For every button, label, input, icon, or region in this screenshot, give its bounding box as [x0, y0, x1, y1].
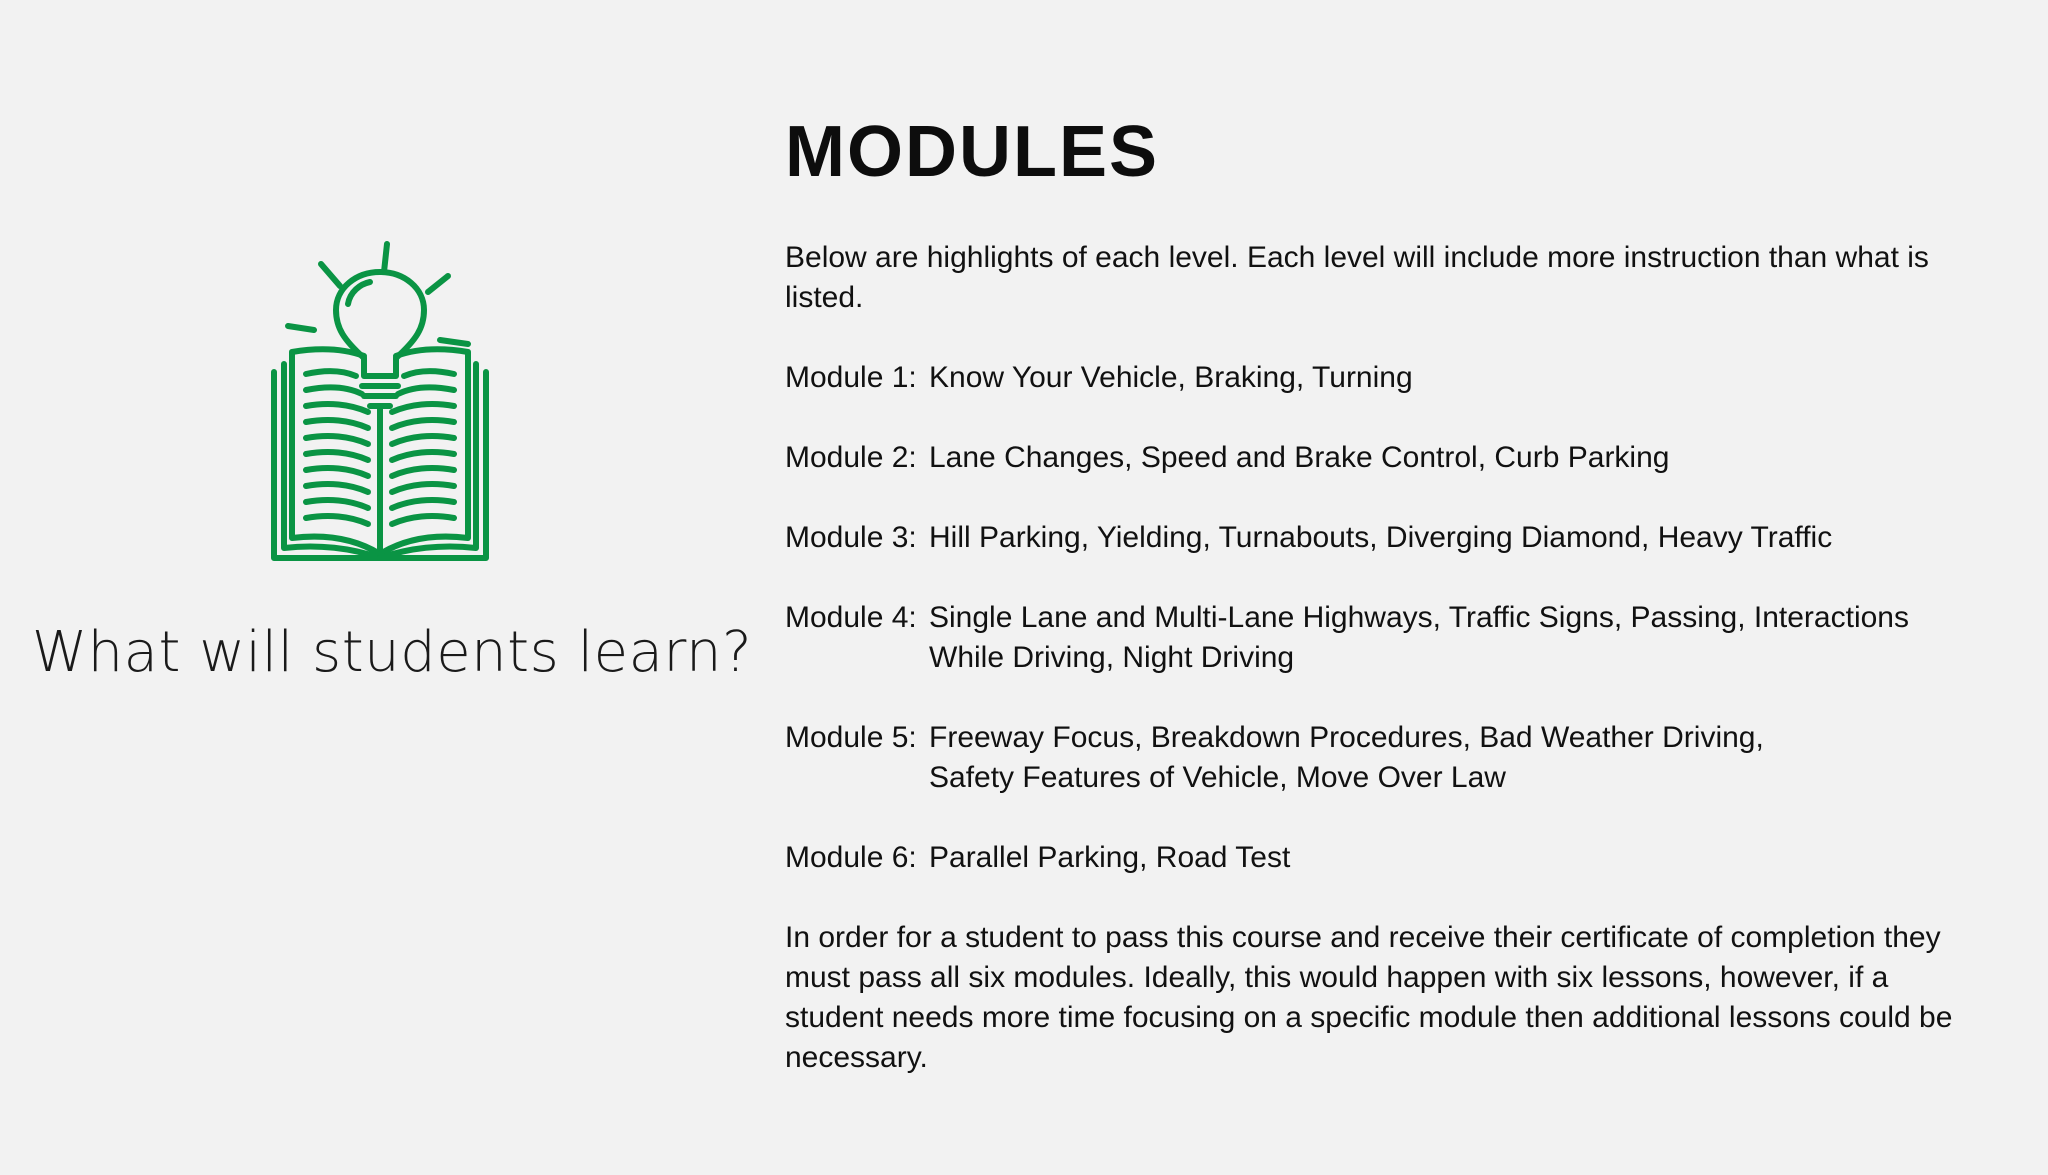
module-label: Module 6:: [785, 841, 917, 874]
module-item: [785, 598, 1985, 678]
modules-body: [785, 238, 1985, 1078]
module-item: [785, 518, 1985, 558]
section-tagline: What will students learn?: [31, 620, 753, 685]
module-label: Module 4:: [785, 601, 917, 634]
intro-paragraph: Below are highlights of each level. Each level will include more instruction than what is listed.: [785, 241, 1929, 314]
closing-paragraph: In order for a student to pass this course and receive their certificate of completion they must pass all six modules. Ideally, this would happen with six lessons, however, if a student needs more time focusing on a specific module then additional lessons could be necessary.: [785, 921, 1953, 1074]
module-topics: Freeway Focus, Breakdown Procedures, Bad Weather Driving, Safety Features of Vehicle, Move Over Law: [929, 721, 1764, 794]
modules-content: [785, 108, 1985, 1118]
module-item: [785, 718, 1985, 798]
module-label: Module 3:: [785, 521, 917, 554]
module-topics: Lane Changes, Speed and Brake Control, Curb Parking: [929, 441, 1670, 474]
module-topics: Know Your Vehicle, Braking, Turning: [929, 361, 1413, 394]
module-topics: Single Lane and Multi-Lane Highways, Traffic Signs, Passing, Interactions While Driving, Night Driving: [929, 601, 1909, 674]
module-item: [785, 358, 1985, 398]
module-topics: Parallel Parking, Road Test: [929, 841, 1291, 874]
module-label: Module 5:: [785, 721, 917, 754]
module-item: [785, 838, 1985, 878]
book-lightbulb-icon: [244, 236, 516, 566]
page-title: MODULES: [785, 112, 1159, 192]
module-item: [785, 438, 1985, 478]
left-panel: [0, 0, 760, 1175]
module-label: Module 1:: [785, 361, 917, 394]
module-label: Module 2:: [785, 441, 917, 474]
module-topics: Hill Parking, Yielding, Turnabouts, Diverging Diamond, Heavy Traffic: [929, 521, 1833, 554]
